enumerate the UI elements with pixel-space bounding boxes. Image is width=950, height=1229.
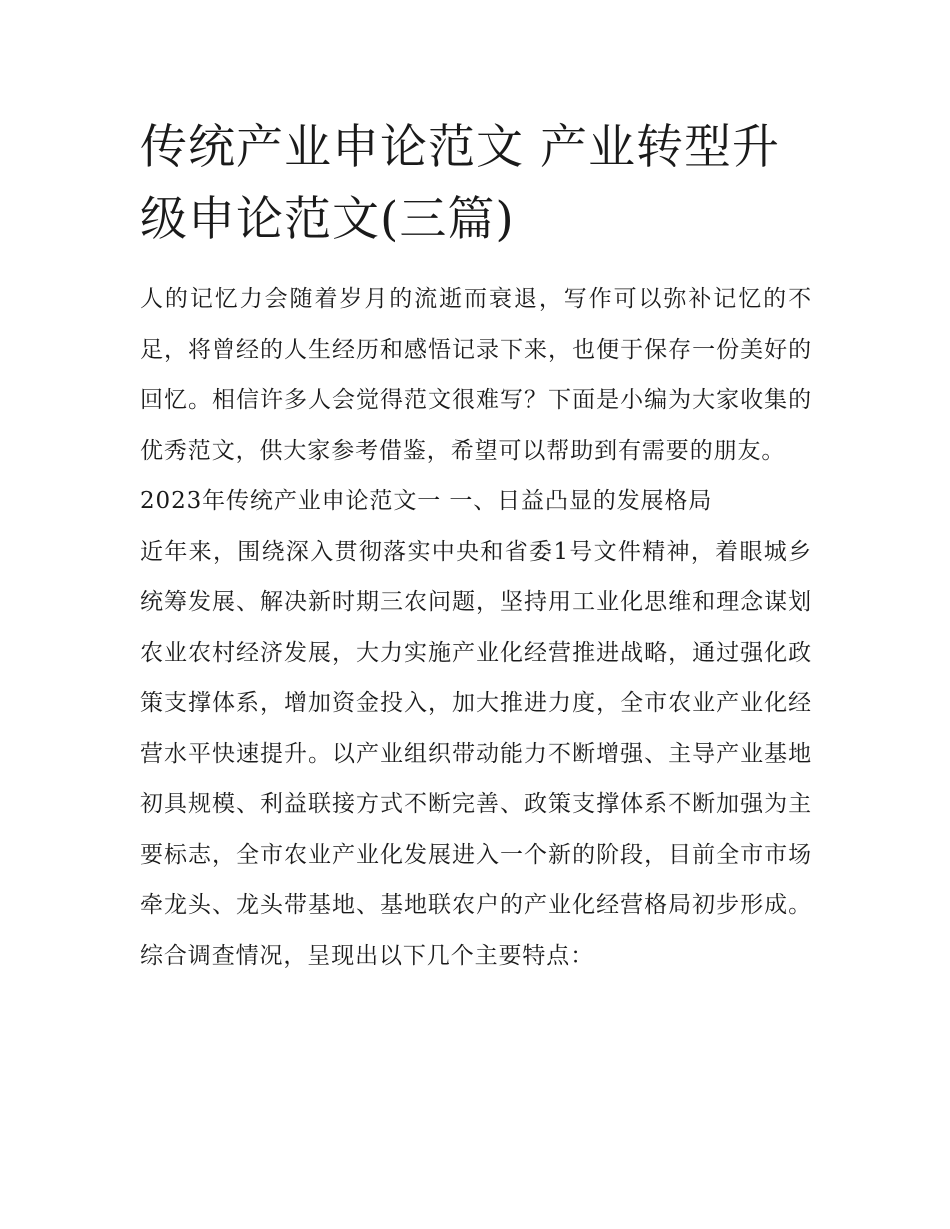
intro-paragraph: 人的记忆力会随着岁月的流逝而衰退，写作可以弥补记忆的不足，将曾经的人生经历和感悟记录下来，也便于保存一份美好的回忆。相信许多人会觉得范文很难写？下面是小编为大家收集的优秀范文，供大家参考借鉴，希望可以帮助到有需要的朋友。 (140, 286, 812, 464)
document-title: 传统产业申论范文 产业转型升级申论范文(三篇) (140, 120, 780, 247)
document-body (140, 274, 812, 981)
section-heading: 2023年传统产业申论范文一 一、日益凸显的发展格局 (140, 488, 713, 514)
document-page (140, 112, 812, 981)
body-paragraph: 近年来，围绕深入贯彻落实中央和省委1号文件精神，着眼城乡统筹发展、解决新时期三农问题，坚持用工业化思维和理念谋划农业农村经济发展，大力实施产业化经营推进战略，通过强化政策支撑体系，增加资金投入，加大推进力度，全市农业产业化经营水平快速提升。以产业组织带动能力不断增强、主导产业基地初具规模、利益联接方式不断完善、政策支撑体系不断加强为主要标志，全市农业产业化发展进入一个新的阶段，目前全市市场牵龙头、龙头带基地、基地联农户的产业化经营格局初步形成。综合调查情况，呈现出以下几个主要特点： (140, 538, 812, 969)
